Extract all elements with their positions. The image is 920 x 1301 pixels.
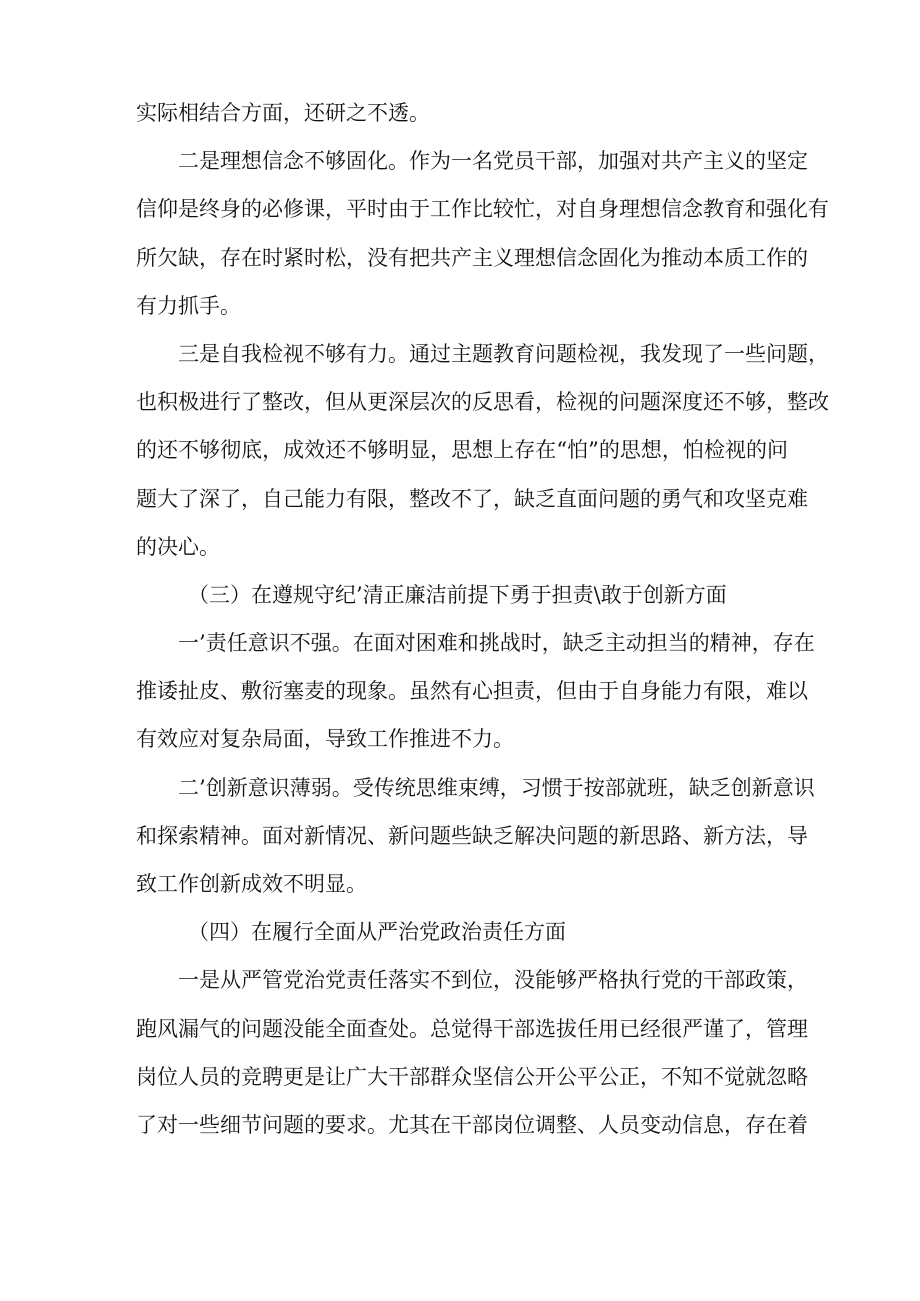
paragraph-line: 有效应对复杂局面，导致工作推进不力。 [136, 727, 514, 752]
paragraph-line: 和 探 索 精 神 。 面 对 新 情 况 、 新 问 题 些 缺 乏 解 决 问 题 的 新 思 路 、 新 方 法 ， 导 [136, 823, 808, 848]
paragraph-line: 二 是 理 想 信 念 不 够 固 化 。 作 为 一 名 党 员 干 部 ， 加 强 对 共 产 主 义 的 坚 定 [178, 149, 808, 174]
document-body [136, 96, 829, 1156]
paragraph-line: 三 是 自 我 检 视 不 够 有 力 。 通 过 主 题 教 育 问 题 检 视 ， 我 发 现 了 一 些 问 题 ， [178, 341, 829, 366]
paragraph-line: 也 积 极 进 行 了 整 改 ， 但 从 更 深 层 次 的 反 思 看 ， 检 视 的 问 题 深 度 还 不 够 ， 整 改 [136, 390, 829, 415]
paragraph-line: 题 大 了 深 了 ， 自 己 能 力 有 限 ， 整 改 不 了 ， 缺 乏 直 面 问 题 的 勇 气 和 攻 坚 克 难 [136, 486, 808, 511]
paragraph-line: 实际相结合方面，还研之不透。 [136, 101, 430, 125]
paragraph-line: 的 还 不 够 彻 底 ， 成 效 还 不 够 明 显 ， 思 想 上 存 在 “ 怕 ” 的 思 想 ， 怕 检 视 的 问 [136, 438, 788, 463]
paragraph-line: 所 欠 缺 ， 存 在 时 紧 时 松 ， 没 有 把 共 产 主 义 理 想 信 念 固 化 为 推 动 本 质 工 作 的 [136, 245, 808, 270]
paragraph-line: 岗 位 人 员 的 竞 聘 更 是 让 广 大 干 部 群 众 坚 信 公 开 公 平 公 正 ， 不 知 不 觉 就 忽 略 [136, 1064, 808, 1089]
paragraph-line: 二 ’ 创 新 意 识 薄 弱 。 受 传 统 思 维 束 缚 ， 习 惯 于 按 部 就 班 ， 缺 乏 创 新 意 识 [178, 775, 815, 800]
section-heading: （三）在遵规守纪’清正廉洁前提下勇于担责\敢于创新方面 [188, 582, 727, 607]
paragraph-line: 有力抓手。 [136, 293, 241, 318]
paragraph-line: 的决心。 [136, 534, 220, 559]
paragraph-line: 信 仰 是 终 身 的 必 修 课 ， 平 时 由 于 工 作 比 较 忙 ， 对 自 身 理 想 信 念 教 育 和 强 化 有 [136, 197, 829, 222]
paragraph-line: 一 ’ 责 任 意 识 不 强 。 在 面 对 困 难 和 挑 战 时 ， 缺 乏 主 动 担 当 的 精 神 ， 存 在 [178, 631, 815, 656]
paragraph-line: 跑 风 漏 气 的 问 题 没 能 全 面 查 处 。 总 觉 得 干 部 选 拔 任 用 已 经 很 严 谨 了 ， 管 理 [136, 1016, 808, 1041]
paragraph-line: 推 诿 扯 皮 、 敷 衍 塞 麦 的 现 象 。 虽 然 有 心 担 责 ， 但 由 于 自 身 能 力 有 限 ， 难 以 [136, 679, 808, 704]
section-heading: （四）在履行全面从严治党政治责任方面 [188, 920, 566, 945]
paragraph-line: 致工作创新成效不明显。 [136, 872, 367, 896]
paragraph-line: 一 是 从 严 管 党 治 党 责 任 落 实 不 到 位 ， 没 能 够 严 格 执 行 党 的 干 部 政 策 ， [178, 968, 808, 993]
paragraph-line: 了 对 一 些 细 节 问 题 的 要 求 。 尤 其 在 干 部 岗 位 调 整 、 人 员 变 动 信 息 ， 存 在 着 [136, 1112, 808, 1137]
